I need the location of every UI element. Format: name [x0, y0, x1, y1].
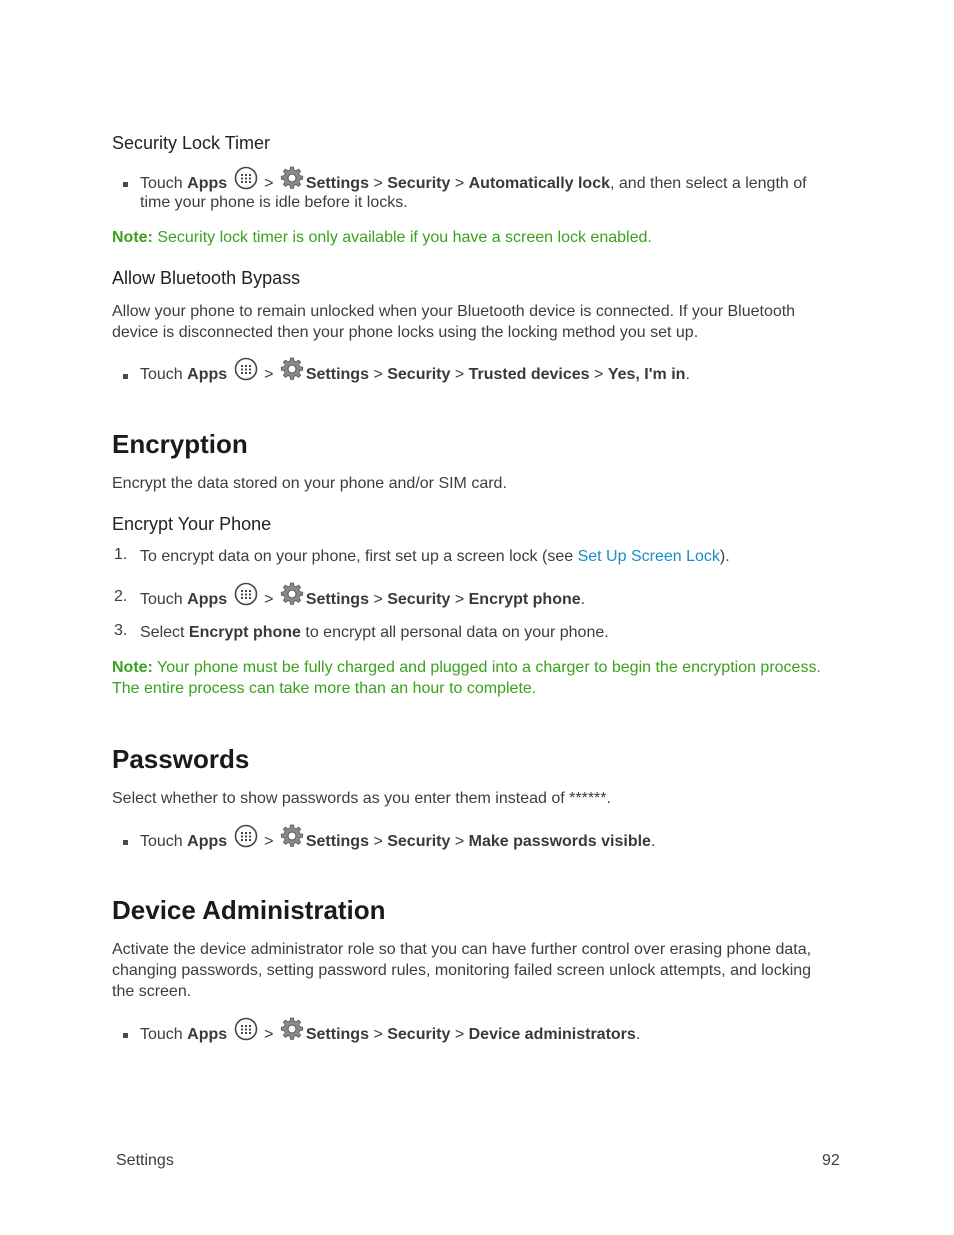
instruction-continuation: time your phone is idle before it locks.: [140, 194, 408, 211]
device-administrators-label: Device administrators: [468, 1026, 636, 1043]
heading-encryption: Encryption: [112, 429, 248, 459]
apps-grid-icon: [234, 582, 258, 606]
separator: >: [373, 591, 383, 608]
note-lock-timer: [112, 227, 652, 248]
separator: >: [264, 833, 274, 850]
instruction-rest: , and then select a length of: [610, 175, 807, 192]
touch-text: Touch: [140, 833, 183, 850]
gear-icon: [280, 824, 304, 848]
security-label: Security: [387, 833, 451, 850]
separator: >: [373, 175, 383, 192]
note-label: Note:: [112, 659, 153, 676]
bluetooth-paragraph-line-1: Allow your phone to remain unlocked when your Bluetooth device is connected. If your Bluetooth: [112, 303, 796, 320]
automatically-lock-label: Automatically lock: [468, 175, 610, 192]
separator: >: [264, 175, 274, 192]
instruction-bluetooth: [140, 357, 690, 384]
step-3-post: to encrypt all personal data on your phone.: [300, 624, 609, 641]
separator: >: [264, 591, 274, 608]
settings-label: Settings: [305, 175, 369, 192]
step-1: [140, 546, 730, 567]
footer-section-label: Settings: [116, 1152, 174, 1169]
device-admin-paragraph-line-2: changing passwords, setting password rules, monitoring failed screen unlock attempts, and locking: [112, 962, 812, 979]
subheading-security-lock-timer: Security Lock Timer: [112, 133, 271, 153]
gear-icon: [280, 1017, 304, 1041]
settings-label: Settings: [305, 1026, 369, 1043]
separator: >: [454, 833, 465, 850]
instruction-passwords: [140, 824, 655, 851]
apps-grid-icon: [234, 824, 258, 848]
passwords-intro: Select whether to show passwords as you enter them instead of ******.: [112, 790, 611, 807]
encrypt-phone-label: Encrypt phone: [188, 624, 301, 641]
bullet-marker: [123, 182, 128, 187]
security-label: Security: [387, 175, 451, 192]
bullet-marker: [123, 840, 128, 845]
note-encryption-line-2: The entire process can take more than an hour to complete.: [112, 680, 537, 697]
separator: >: [454, 366, 465, 383]
device-admin-paragraph-line-3: the screen.: [112, 983, 192, 1000]
subheading-encrypt-your-phone: Encrypt Your Phone: [112, 514, 272, 534]
step-number: 1.: [114, 546, 128, 563]
touch-text: Touch: [140, 175, 183, 192]
encryption-intro: Encrypt the data stored on your phone and/or SIM card.: [112, 475, 507, 492]
step-number: 2.: [114, 588, 128, 605]
separator: >: [373, 366, 383, 383]
bullet-marker: [123, 1033, 128, 1038]
trusted-devices-label: Trusted devices: [468, 366, 590, 383]
note-encryption-line-1: [112, 657, 821, 678]
note-text: Security lock timer is only available if you have a screen lock enabled.: [152, 229, 652, 246]
settings-label: Settings: [305, 591, 369, 608]
gear-icon: [280, 582, 304, 606]
step-2: [140, 582, 585, 609]
apps-label: Apps: [187, 175, 228, 192]
instruction-lock-timer: [140, 166, 807, 193]
subheading-bluetooth-bypass: Allow Bluetooth Bypass: [112, 268, 301, 288]
note-text: Your phone must be fully charged and plugged into a charger to begin the encryption process.: [152, 659, 821, 676]
period: .: [650, 833, 656, 850]
separator: >: [594, 366, 604, 383]
period: .: [685, 366, 690, 383]
touch-text: Touch: [140, 1026, 183, 1043]
step-number: 3.: [114, 622, 128, 639]
security-label: Security: [387, 591, 451, 608]
step-1-end: ).: [719, 548, 730, 565]
page-number: 92: [822, 1152, 840, 1169]
bluetooth-paragraph-line-2: device is disconnected then your phone locks using the locking method you set up.: [112, 324, 699, 341]
touch-text: Touch: [140, 366, 183, 383]
apps-label: Apps: [187, 833, 228, 850]
separator: >: [264, 366, 274, 383]
step-3: [140, 622, 609, 643]
separator: >: [454, 591, 465, 608]
step-3-pre: Select: [140, 624, 189, 641]
separator: >: [373, 833, 383, 850]
heading-device-administration: Device Administration: [112, 895, 386, 925]
security-label: Security: [387, 366, 451, 383]
step-1-text: To encrypt data on your phone, first set up a screen lock (see: [140, 548, 578, 565]
apps-label: Apps: [187, 366, 228, 383]
settings-label: Settings: [305, 366, 369, 383]
apps-grid-icon: [234, 357, 258, 381]
make-passwords-visible-label: Make passwords visible: [468, 833, 651, 850]
period: .: [635, 1026, 641, 1043]
separator: >: [264, 1026, 274, 1043]
bullet-marker: [123, 374, 128, 379]
apps-grid-icon: [234, 166, 258, 190]
note-label: Note:: [112, 229, 153, 246]
security-label: Security: [387, 1026, 451, 1043]
settings-label: Settings: [305, 833, 369, 850]
separator: >: [454, 1026, 465, 1043]
separator: >: [454, 175, 465, 192]
encrypt-phone-label: Encrypt phone: [468, 591, 581, 608]
set-up-screen-lock-link[interactable]: Set Up Screen Lock: [577, 548, 720, 565]
touch-text: Touch: [140, 591, 183, 608]
period: .: [580, 591, 586, 608]
instruction-device-admin: [140, 1017, 640, 1044]
apps-label: Apps: [187, 591, 228, 608]
gear-icon: [280, 357, 304, 381]
apps-grid-icon: [234, 1017, 258, 1041]
heading-passwords: Passwords: [112, 744, 250, 774]
yes-im-in-label: Yes, I'm in: [607, 366, 686, 383]
gear-icon: [280, 166, 304, 190]
separator: >: [373, 1026, 383, 1043]
apps-label: Apps: [187, 1026, 228, 1043]
device-admin-paragraph-line-1: Activate the device administrator role so that you can have further control over erasing phone data,: [112, 941, 812, 958]
